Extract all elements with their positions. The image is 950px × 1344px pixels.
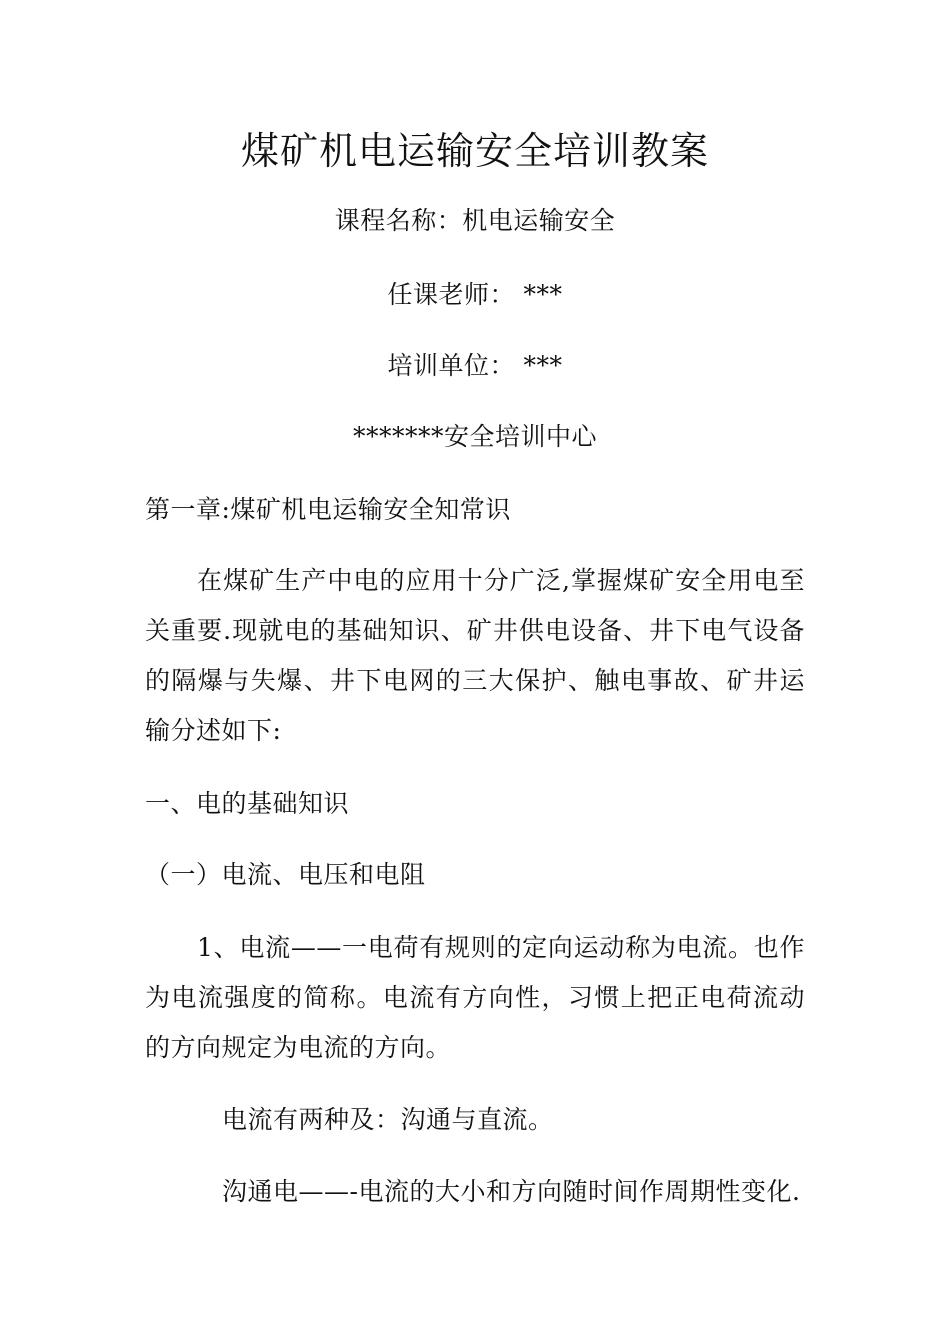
teacher-line: 任课老师： *** [387,280,563,309]
section-heading: 一、电的基础知识 [145,789,350,818]
ac-definition-line: 沟通电——-电流的大小和方向随时间作周期性变化. [222,1177,801,1206]
training-unit-line: 培训单位： *** [387,351,563,380]
intro-paragraph: 在煤矿生产中电的应用十分广泛,掌握煤矿安全用电至关重要.现就电的基础知识、矿井供电设备、井下电气设备的隔爆与失爆、井下电网的三大保护、触电事故、矿井运输分述如下: [145,566,805,745]
current-definition-paragraph: 1、电流——一电荷有规则的定向运动称为电流。也作为电流强度的简称。电流有方向性，习惯上把正电荷流动的方向规定为电流的方向。 [145,933,805,1062]
course-name: 课程名称：机电运输安全 [334,206,616,235]
chapter-heading: 第一章:煤矿机电运输安全知常识 [145,495,511,524]
training-center-line: *******安全培训中心 [352,422,597,451]
subsection-heading: （一）电流、电压和电阻 [145,860,426,889]
document-title: 煤矿机电运输安全培训教案 [240,129,709,173]
current-types-line: 电流有两种及：沟通与直流。 [222,1105,554,1134]
